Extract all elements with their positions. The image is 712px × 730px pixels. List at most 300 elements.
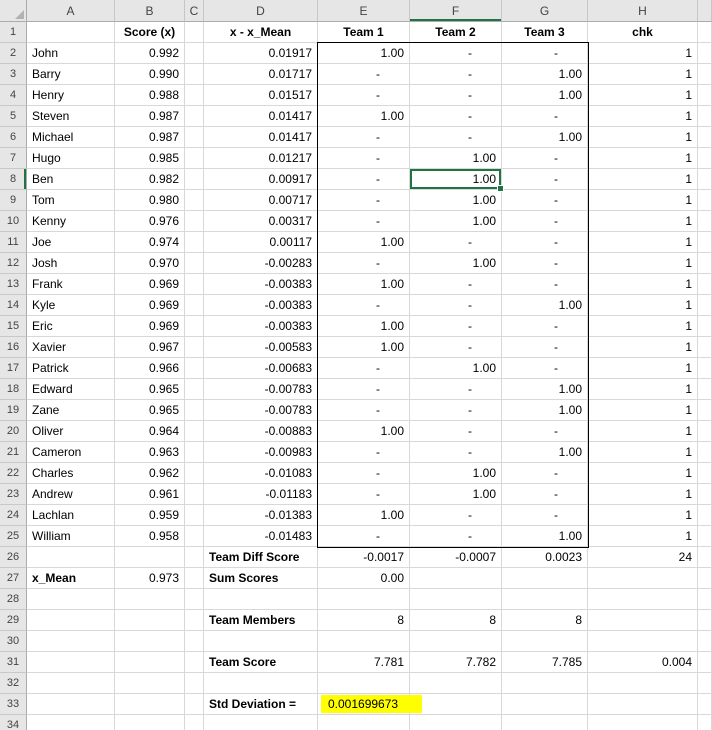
cell-H27[interactable] [588, 568, 698, 589]
cell-F2[interactable]: - [410, 43, 502, 64]
col-header-E[interactable]: E [318, 0, 410, 22]
cell-B24[interactable]: 0.959 [115, 505, 185, 526]
cell-D20[interactable]: -0.00883 [204, 421, 318, 442]
cell-H31[interactable]: 0.004 [588, 652, 698, 673]
row-header-14[interactable]: 14 [0, 295, 27, 316]
col-header-D[interactable]: D [204, 0, 318, 22]
cell-H9[interactable]: 1 [588, 190, 698, 211]
cell-D5[interactable]: 0.01417 [204, 106, 318, 127]
cell-B32[interactable] [115, 673, 185, 694]
cell-G23[interactable]: - [502, 484, 588, 505]
cell-C15[interactable] [185, 316, 204, 337]
cell-C25[interactable] [185, 526, 204, 547]
cell-C8[interactable] [185, 169, 204, 190]
cell-D18[interactable]: -0.00783 [204, 379, 318, 400]
cell-A8[interactable]: Ben [27, 169, 115, 190]
cell-A31[interactable] [27, 652, 115, 673]
cell-B13[interactable]: 0.969 [115, 274, 185, 295]
cell-G32[interactable] [502, 673, 588, 694]
cell-F4[interactable]: - [410, 85, 502, 106]
cell-G1[interactable]: Team 3 [502, 22, 588, 43]
select-all-button[interactable] [0, 0, 27, 22]
cell-A10[interactable]: Kenny [27, 211, 115, 232]
row-header-26[interactable]: 26 [0, 547, 27, 568]
cell-D24[interactable]: -0.01383 [204, 505, 318, 526]
cell-C6[interactable] [185, 127, 204, 148]
cell-A3[interactable]: Barry [27, 64, 115, 85]
row-header-30[interactable]: 30 [0, 631, 27, 652]
cell-G18[interactable]: 1.00 [502, 379, 588, 400]
cell-D29[interactable]: Team Members [204, 610, 318, 631]
cell-E26[interactable]: -0.0017 [318, 547, 410, 568]
cell-F9[interactable]: 1.00 [410, 190, 502, 211]
cell-C14[interactable] [185, 295, 204, 316]
cell-F14[interactable]: - [410, 295, 502, 316]
col-header-C[interactable]: C [185, 0, 204, 22]
cell-H1[interactable]: chk [588, 22, 698, 43]
cell-A2[interactable]: John [27, 43, 115, 64]
cell-C28[interactable] [185, 589, 204, 610]
cell-G29[interactable]: 8 [502, 610, 588, 631]
cell-E11[interactable]: 1.00 [318, 232, 410, 253]
cell-C10[interactable] [185, 211, 204, 232]
cell-H30[interactable] [588, 631, 698, 652]
cell-B18[interactable]: 0.965 [115, 379, 185, 400]
cell-B9[interactable]: 0.980 [115, 190, 185, 211]
cell-B23[interactable]: 0.961 [115, 484, 185, 505]
cell-E24[interactable]: 1.00 [318, 505, 410, 526]
cell-H12[interactable]: 1 [588, 253, 698, 274]
cell-F16[interactable]: - [410, 337, 502, 358]
cell-C31[interactable] [185, 652, 204, 673]
cell-C7[interactable] [185, 148, 204, 169]
cell-F18[interactable]: - [410, 379, 502, 400]
cell-E16[interactable]: 1.00 [318, 337, 410, 358]
cell-G27[interactable] [502, 568, 588, 589]
row-header-5[interactable]: 5 [0, 106, 27, 127]
cell-D21[interactable]: -0.00983 [204, 442, 318, 463]
row-header-24[interactable]: 24 [0, 505, 27, 526]
cell-A17[interactable]: Patrick [27, 358, 115, 379]
cell-E20[interactable]: 1.00 [318, 421, 410, 442]
cell-C26[interactable] [185, 547, 204, 568]
cell-E31[interactable]: 7.781 [318, 652, 410, 673]
row-header-9[interactable]: 9 [0, 190, 27, 211]
cell-B15[interactable]: 0.969 [115, 316, 185, 337]
cell-H29[interactable] [588, 610, 698, 631]
cell-F6[interactable]: - [410, 127, 502, 148]
row-header-1[interactable]: 1 [0, 22, 27, 43]
cell-D10[interactable]: 0.00317 [204, 211, 318, 232]
row-header-13[interactable]: 13 [0, 274, 27, 295]
cell-G24[interactable]: - [502, 505, 588, 526]
cell-E14[interactable]: - [318, 295, 410, 316]
cell-H32[interactable] [588, 673, 698, 694]
cell-A12[interactable]: Josh [27, 253, 115, 274]
cell-C22[interactable] [185, 463, 204, 484]
cell-H25[interactable]: 1 [588, 526, 698, 547]
cell-B12[interactable]: 0.970 [115, 253, 185, 274]
row-header-31[interactable]: 31 [0, 652, 27, 673]
cell-G11[interactable]: - [502, 232, 588, 253]
cell-H19[interactable]: 1 [588, 400, 698, 421]
cell-D19[interactable]: -0.00783 [204, 400, 318, 421]
cell-A9[interactable]: Tom [27, 190, 115, 211]
cell-H26[interactable]: 24 [588, 547, 698, 568]
cell-E29[interactable]: 8 [318, 610, 410, 631]
row-header-10[interactable]: 10 [0, 211, 27, 232]
cell-D3[interactable]: 0.01717 [204, 64, 318, 85]
cell-C2[interactable] [185, 43, 204, 64]
cell-F21[interactable]: - [410, 442, 502, 463]
cell-E27[interactable]: 0.00 [318, 568, 410, 589]
cell-G33[interactable] [502, 694, 588, 715]
row-header-34[interactable]: 34 [0, 715, 27, 730]
cell-G7[interactable]: - [502, 148, 588, 169]
cell-D30[interactable] [204, 631, 318, 652]
cell-E6[interactable]: - [318, 127, 410, 148]
cell-C32[interactable] [185, 673, 204, 694]
cell-D2[interactable]: 0.01917 [204, 43, 318, 64]
cell-H18[interactable]: 1 [588, 379, 698, 400]
cell-E21[interactable]: - [318, 442, 410, 463]
cell-H15[interactable]: 1 [588, 316, 698, 337]
cell-A32[interactable] [27, 673, 115, 694]
cell-C4[interactable] [185, 85, 204, 106]
cell-C16[interactable] [185, 337, 204, 358]
cell-G5[interactable]: - [502, 106, 588, 127]
cell-E12[interactable]: - [318, 253, 410, 274]
cell-A18[interactable]: Edward [27, 379, 115, 400]
cell-A19[interactable]: Zane [27, 400, 115, 421]
cell-F28[interactable] [410, 589, 502, 610]
cell-B30[interactable] [115, 631, 185, 652]
cell-G21[interactable]: 1.00 [502, 442, 588, 463]
row-header-28[interactable]: 28 [0, 589, 27, 610]
cell-E9[interactable]: - [318, 190, 410, 211]
cell-A30[interactable] [27, 631, 115, 652]
cell-F20[interactable]: - [410, 421, 502, 442]
cell-A20[interactable]: Oliver [27, 421, 115, 442]
cell-H23[interactable]: 1 [588, 484, 698, 505]
cell-B16[interactable]: 0.967 [115, 337, 185, 358]
cell-F19[interactable]: - [410, 400, 502, 421]
cell-F30[interactable] [410, 631, 502, 652]
cell-C1[interactable] [185, 22, 204, 43]
cell-F13[interactable]: - [410, 274, 502, 295]
cell-A16[interactable]: Xavier [27, 337, 115, 358]
row-header-23[interactable]: 23 [0, 484, 27, 505]
cell-D4[interactable]: 0.01517 [204, 85, 318, 106]
cell-G17[interactable]: - [502, 358, 588, 379]
cell-C13[interactable] [185, 274, 204, 295]
row-header-27[interactable]: 27 [0, 568, 27, 589]
row-header-7[interactable]: 7 [0, 148, 27, 169]
row-header-18[interactable]: 18 [0, 379, 27, 400]
cell-D25[interactable]: -0.01483 [204, 526, 318, 547]
row-header-17[interactable]: 17 [0, 358, 27, 379]
cell-C24[interactable] [185, 505, 204, 526]
cell-B3[interactable]: 0.990 [115, 64, 185, 85]
cell-H13[interactable]: 1 [588, 274, 698, 295]
row-header-19[interactable]: 19 [0, 400, 27, 421]
cell-E25[interactable]: - [318, 526, 410, 547]
cell-H22[interactable]: 1 [588, 463, 698, 484]
cell-B27[interactable]: 0.973 [115, 568, 185, 589]
cell-A21[interactable]: Cameron [27, 442, 115, 463]
row-header-2[interactable]: 2 [0, 43, 27, 64]
row-header-8[interactable]: 8 [0, 169, 27, 190]
cell-E8[interactable]: - [318, 169, 410, 190]
cell-D1[interactable]: x - x_Mean [204, 22, 318, 43]
cell-E22[interactable]: - [318, 463, 410, 484]
cell-D31[interactable]: Team Score [204, 652, 318, 673]
cell-G26[interactable]: 0.0023 [502, 547, 588, 568]
cell-B34[interactable] [115, 715, 185, 730]
cell-F17[interactable]: 1.00 [410, 358, 502, 379]
cell-A34[interactable] [27, 715, 115, 730]
cell-D33[interactable]: Std Deviation = [204, 694, 318, 715]
cell-C9[interactable] [185, 190, 204, 211]
cell-D7[interactable]: 0.01217 [204, 148, 318, 169]
cell-B25[interactable]: 0.958 [115, 526, 185, 547]
cell-D32[interactable] [204, 673, 318, 694]
row-header-15[interactable]: 15 [0, 316, 27, 337]
cell-A26[interactable] [27, 547, 115, 568]
cell-A13[interactable]: Frank [27, 274, 115, 295]
row-header-4[interactable]: 4 [0, 85, 27, 106]
cell-B26[interactable] [115, 547, 185, 568]
cell-A15[interactable]: Eric [27, 316, 115, 337]
cell-G28[interactable] [502, 589, 588, 610]
cell-B31[interactable] [115, 652, 185, 673]
cell-F25[interactable]: - [410, 526, 502, 547]
cell-G25[interactable]: 1.00 [502, 526, 588, 547]
cell-B11[interactable]: 0.974 [115, 232, 185, 253]
cell-B5[interactable]: 0.987 [115, 106, 185, 127]
cell-G19[interactable]: 1.00 [502, 400, 588, 421]
cell-E19[interactable]: - [318, 400, 410, 421]
cell-H11[interactable]: 1 [588, 232, 698, 253]
cell-C19[interactable] [185, 400, 204, 421]
cell-G15[interactable]: - [502, 316, 588, 337]
cell-D9[interactable]: 0.00717 [204, 190, 318, 211]
cell-D22[interactable]: -0.01083 [204, 463, 318, 484]
cell-F24[interactable]: - [410, 505, 502, 526]
cell-E4[interactable]: - [318, 85, 410, 106]
cell-H16[interactable]: 1 [588, 337, 698, 358]
cell-E1[interactable]: Team 1 [318, 22, 410, 43]
cell-H6[interactable]: 1 [588, 127, 698, 148]
cell-B2[interactable]: 0.992 [115, 43, 185, 64]
cell-G20[interactable]: - [502, 421, 588, 442]
row-header-29[interactable]: 29 [0, 610, 27, 631]
cell-B29[interactable] [115, 610, 185, 631]
cell-A11[interactable]: Joe [27, 232, 115, 253]
cell-F32[interactable] [410, 673, 502, 694]
cell-B8[interactable]: 0.982 [115, 169, 185, 190]
cell-F33[interactable] [410, 694, 502, 715]
cell-A24[interactable]: Lachlan [27, 505, 115, 526]
cell-A29[interactable] [27, 610, 115, 631]
cell-A1[interactable] [27, 22, 115, 43]
cell-G13[interactable]: - [502, 274, 588, 295]
cell-C27[interactable] [185, 568, 204, 589]
cell-G9[interactable]: - [502, 190, 588, 211]
row-header-11[interactable]: 11 [0, 232, 27, 253]
cell-A25[interactable]: William [27, 526, 115, 547]
cell-A7[interactable]: Hugo [27, 148, 115, 169]
cell-H28[interactable] [588, 589, 698, 610]
cell-E13[interactable]: 1.00 [318, 274, 410, 295]
cell-H8[interactable]: 1 [588, 169, 698, 190]
cell-F5[interactable]: - [410, 106, 502, 127]
cell-E10[interactable]: - [318, 211, 410, 232]
cell-H20[interactable]: 1 [588, 421, 698, 442]
cell-D11[interactable]: 0.00117 [204, 232, 318, 253]
row-header-6[interactable]: 6 [0, 127, 27, 148]
cell-E5[interactable]: 1.00 [318, 106, 410, 127]
cell-C11[interactable] [185, 232, 204, 253]
cell-A27[interactable]: x_Mean [27, 568, 115, 589]
cell-C3[interactable] [185, 64, 204, 85]
cell-G2[interactable]: - [502, 43, 588, 64]
col-header-A[interactable]: A [27, 0, 115, 22]
row-header-21[interactable]: 21 [0, 442, 27, 463]
cell-C18[interactable] [185, 379, 204, 400]
cell-H21[interactable]: 1 [588, 442, 698, 463]
cell-B7[interactable]: 0.985 [115, 148, 185, 169]
cell-B28[interactable] [115, 589, 185, 610]
cell-D12[interactable]: -0.00283 [204, 253, 318, 274]
cell-D16[interactable]: -0.00583 [204, 337, 318, 358]
cell-G3[interactable]: 1.00 [502, 64, 588, 85]
cell-D26[interactable]: Team Diff Score [204, 547, 318, 568]
cell-E28[interactable] [318, 589, 410, 610]
cell-E23[interactable]: - [318, 484, 410, 505]
cell-F11[interactable]: - [410, 232, 502, 253]
row-header-3[interactable]: 3 [0, 64, 27, 85]
cell-A5[interactable]: Steven [27, 106, 115, 127]
cell-D27[interactable]: Sum Scores [204, 568, 318, 589]
cell-G12[interactable]: - [502, 253, 588, 274]
cell-B33[interactable] [115, 694, 185, 715]
cell-G14[interactable]: 1.00 [502, 295, 588, 316]
cell-E30[interactable] [318, 631, 410, 652]
cell-G4[interactable]: 1.00 [502, 85, 588, 106]
cell-C33[interactable] [185, 694, 204, 715]
cell-H34[interactable] [588, 715, 698, 730]
cell-B19[interactable]: 0.965 [115, 400, 185, 421]
cell-F23[interactable]: 1.00 [410, 484, 502, 505]
cell-E32[interactable] [318, 673, 410, 694]
cell-E17[interactable]: - [318, 358, 410, 379]
cell-A4[interactable]: Henry [27, 85, 115, 106]
cell-D14[interactable]: -0.00383 [204, 295, 318, 316]
cell-E33[interactable] [318, 694, 410, 715]
cell-E2[interactable]: 1.00 [318, 43, 410, 64]
cell-D15[interactable]: -0.00383 [204, 316, 318, 337]
cell-H4[interactable]: 1 [588, 85, 698, 106]
cell-B20[interactable]: 0.964 [115, 421, 185, 442]
cell-H33[interactable] [588, 694, 698, 715]
cell-F27[interactable] [410, 568, 502, 589]
cell-G34[interactable] [502, 715, 588, 730]
cell-C21[interactable] [185, 442, 204, 463]
cell-G31[interactable]: 7.785 [502, 652, 588, 673]
cell-D8[interactable]: 0.00917 [204, 169, 318, 190]
cell-G22[interactable]: - [502, 463, 588, 484]
cell-D17[interactable]: -0.00683 [204, 358, 318, 379]
col-header-F[interactable]: F [410, 0, 502, 22]
cell-A6[interactable]: Michael [27, 127, 115, 148]
cell-H5[interactable]: 1 [588, 106, 698, 127]
cell-H3[interactable]: 1 [588, 64, 698, 85]
cell-B10[interactable]: 0.976 [115, 211, 185, 232]
col-header-B[interactable]: B [115, 0, 185, 22]
cell-G16[interactable]: - [502, 337, 588, 358]
col-header-G[interactable]: G [502, 0, 588, 22]
row-header-25[interactable]: 25 [0, 526, 27, 547]
cell-F10[interactable]: 1.00 [410, 211, 502, 232]
cell-F3[interactable]: - [410, 64, 502, 85]
cell-F15[interactable]: - [410, 316, 502, 337]
cell-F34[interactable] [410, 715, 502, 730]
row-header-33[interactable]: 33 [0, 694, 27, 715]
cell-E34[interactable] [318, 715, 410, 730]
cell-H10[interactable]: 1 [588, 211, 698, 232]
cell-C5[interactable] [185, 106, 204, 127]
cell-F8[interactable]: 1.00 [410, 169, 502, 190]
cell-H14[interactable]: 1 [588, 295, 698, 316]
cell-F7[interactable]: 1.00 [410, 148, 502, 169]
cell-F29[interactable]: 8 [410, 610, 502, 631]
cell-D6[interactable]: 0.01417 [204, 127, 318, 148]
cell-G6[interactable]: 1.00 [502, 127, 588, 148]
cell-F22[interactable]: 1.00 [410, 463, 502, 484]
cell-B1[interactable]: Score (x) [115, 22, 185, 43]
cell-C20[interactable] [185, 421, 204, 442]
cell-D23[interactable]: -0.01183 [204, 484, 318, 505]
row-header-20[interactable]: 20 [0, 421, 27, 442]
col-header-H[interactable]: H [588, 0, 698, 22]
cell-C29[interactable] [185, 610, 204, 631]
cell-C23[interactable] [185, 484, 204, 505]
cell-F26[interactable]: -0.0007 [410, 547, 502, 568]
cell-A23[interactable]: Andrew [27, 484, 115, 505]
cell-D28[interactable] [204, 589, 318, 610]
cell-E15[interactable]: 1.00 [318, 316, 410, 337]
cell-C12[interactable] [185, 253, 204, 274]
cell-E3[interactable]: - [318, 64, 410, 85]
cell-F31[interactable]: 7.782 [410, 652, 502, 673]
cell-D34[interactable] [204, 715, 318, 730]
cell-C30[interactable] [185, 631, 204, 652]
cell-H17[interactable]: 1 [588, 358, 698, 379]
cell-B14[interactable]: 0.969 [115, 295, 185, 316]
cell-A14[interactable]: Kyle [27, 295, 115, 316]
row-header-32[interactable]: 32 [0, 673, 27, 694]
cell-F1[interactable]: Team 2 [410, 22, 502, 43]
cell-H7[interactable]: 1 [588, 148, 698, 169]
cell-G30[interactable] [502, 631, 588, 652]
cell-G10[interactable]: - [502, 211, 588, 232]
cell-B17[interactable]: 0.966 [115, 358, 185, 379]
cell-A33[interactable] [27, 694, 115, 715]
cell-B22[interactable]: 0.962 [115, 463, 185, 484]
cell-C34[interactable] [185, 715, 204, 730]
row-header-16[interactable]: 16 [0, 337, 27, 358]
